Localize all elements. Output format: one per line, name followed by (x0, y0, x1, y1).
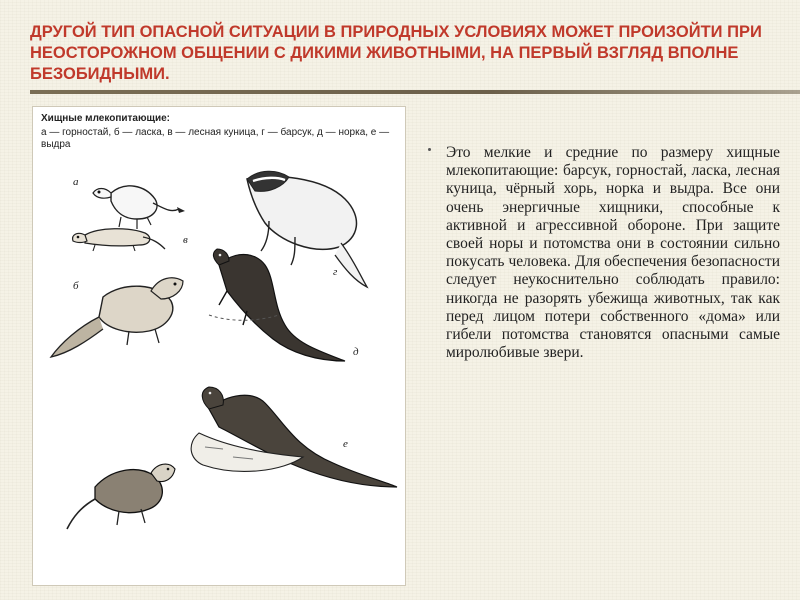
label-b: б (73, 280, 79, 292)
otter-drawing (191, 387, 397, 487)
animal-drawings (33, 147, 405, 585)
weasel-drawing (73, 229, 165, 251)
animals-illustration (32, 106, 406, 586)
polecat-drawing (67, 464, 175, 529)
bullet-marker (428, 148, 431, 151)
figure-title: Хищные млекопитающие: (41, 113, 170, 124)
mink-drawing (209, 249, 345, 361)
body-paragraph: Это мелкие и средние по размеру хищные млекопитающие: барсук, горностай, ласка, лесная куница, чёрный хорь, норка и выдра. Все они очень энергичные хищники, способные к активной и агрессивной обороне. При защите своей норы и потомства они в состоянии сильно покусать человека. Для обеспечения безопасности следует неукоснительно соблюдать правило: никогда не разорять убежища животных, так как перед лицом потери собственного «дома» или гибели потомства становятся опасными самые миролюбивые звери. (446, 144, 780, 362)
figure-caption: а — горностай, б — ласка, в — лесная куница, г — барсук, д — норка, е — выдра (41, 127, 390, 150)
slide-title: ДРУГОЙ ТИП ОПАСНОЙ СИТУАЦИИ В ПРИРОДНЫХ УСЛОВИЯХ МОЖЕТ ПРОИЗОЙТИ ПРИ НЕОСТОРОЖНОМ ОБЩЕНИИ С ДИКИМИ ЖИВОТНЫМИ, НА ПЕРВЫЙ ВЗГЛЯД ВПОЛНЕ БЕЗОБИДНЫМИ. (30, 23, 762, 83)
label-v: в (183, 234, 188, 246)
title-divider (30, 90, 800, 94)
label-a: а (73, 176, 79, 188)
label-e: е (343, 438, 348, 450)
ermine-drawing (93, 186, 185, 229)
figure-header (41, 113, 397, 151)
label-d: д (353, 346, 359, 358)
body-text-block (428, 144, 780, 362)
label-g: г (333, 266, 338, 278)
marten-drawing (51, 278, 183, 357)
